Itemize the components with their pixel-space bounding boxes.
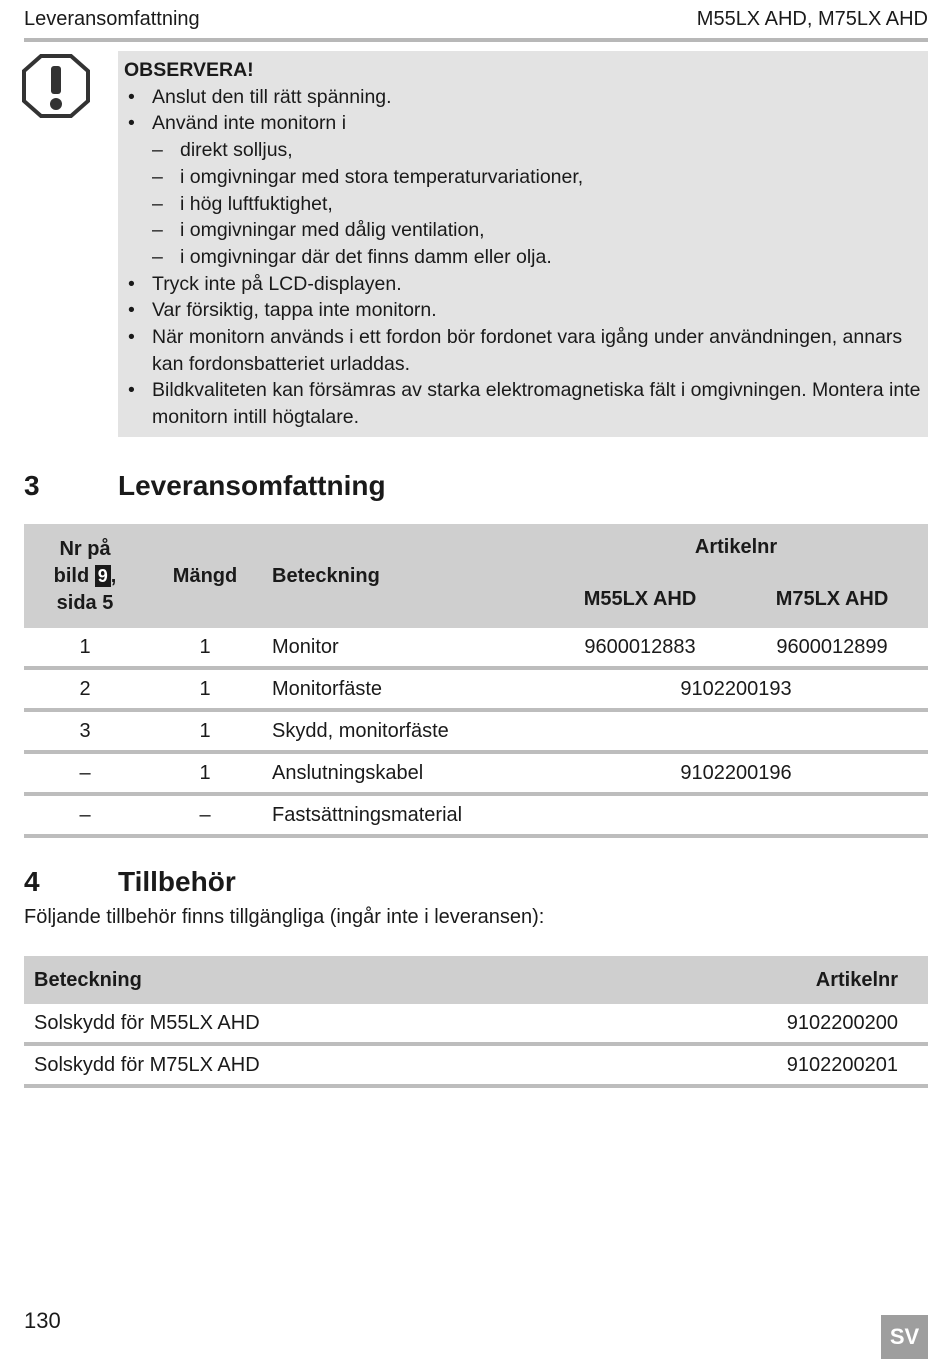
warning-icon xyxy=(22,54,90,118)
cell-article xyxy=(544,794,928,836)
table-row xyxy=(24,752,928,794)
table-row xyxy=(24,1044,928,1086)
section-title: Tillbehör xyxy=(118,866,236,897)
bullet-item: • Bildkvaliteten kan försämras av starka elektromagnetiska fält i omgivningen. Montera inte monitorn intill högtalare. xyxy=(124,377,928,430)
running-header-title: Leveransomfattning xyxy=(24,8,200,30)
col-header-article: Artikelnr xyxy=(544,524,928,570)
col-header-desc: Beteckning xyxy=(24,956,589,1004)
section-number: 3 xyxy=(24,470,40,501)
table-row xyxy=(24,794,928,836)
language-tab: SV xyxy=(881,1315,928,1359)
cell-article xyxy=(544,710,928,752)
cell-article-m75: 9600012899 xyxy=(736,628,928,668)
notice-list xyxy=(124,84,928,431)
table-row xyxy=(24,710,928,752)
cell-qty: 1 xyxy=(146,752,264,794)
cell-desc: Solskydd för M75LX AHD xyxy=(24,1044,589,1086)
cell-nr: 1 xyxy=(24,628,146,668)
section-title: Leveransomfattning xyxy=(118,470,386,501)
cell-article: 9102200193 xyxy=(544,668,928,710)
cell-desc: Skydd, monitorfäste xyxy=(264,710,544,752)
delivery-table xyxy=(24,524,928,838)
cell-nr: 3 xyxy=(24,710,146,752)
col-header-nr-line1: Nr på xyxy=(59,537,111,560)
bullet-item: • När monitorn används i ett fordon bör fordonet vara igång under användningen, annars kan fordonsbatteriet urladdas. xyxy=(124,324,928,377)
cell-desc: Monitorfäste xyxy=(264,668,544,710)
col-header-desc: Beteckning xyxy=(264,524,544,628)
notice-title: OBSERVERA! xyxy=(124,59,254,81)
bullet-item: • Använd inte monitorn i xyxy=(124,110,928,137)
cell-article-m55: 9600012883 xyxy=(544,628,736,668)
sub-item: – i hög luftfuktighet, xyxy=(124,191,928,218)
cell-desc: Monitor xyxy=(264,628,544,668)
cell-qty: – xyxy=(146,794,264,836)
cell-desc: Fastsättningsmaterial xyxy=(264,794,544,836)
cell-qty: 1 xyxy=(146,628,264,668)
running-header-models: M55LX AHD, M75LX AHD xyxy=(696,8,928,30)
bullet-item: • Var försiktig, tappa inte monitorn. xyxy=(124,297,928,324)
col-header-m55: M55LX AHD xyxy=(544,570,736,628)
cell-nr: – xyxy=(24,752,146,794)
col-header-m75: M75LX AHD xyxy=(736,570,928,628)
section-number: 4 xyxy=(24,866,40,897)
accessories-intro: Följande tillbehör finns tillgängliga (ingår inte i leveransen): xyxy=(24,906,545,928)
table-row xyxy=(24,668,928,710)
cell-article: 9102200201 xyxy=(589,1044,928,1086)
header-divider xyxy=(24,38,928,42)
bullet-item: • Tryck inte på LCD-displayen. xyxy=(124,271,928,298)
cell-nr: 2 xyxy=(24,668,146,710)
table-row xyxy=(24,628,928,668)
col-header-nr: Nr på bild 9 , sida 5 xyxy=(24,524,146,628)
sub-item: – i omgivningar med stora temperaturvariationer, xyxy=(124,164,928,191)
sub-item: – i omgivningar med dålig ventilation, xyxy=(124,217,928,244)
cell-qty: 1 xyxy=(146,668,264,710)
page-number: 130 xyxy=(24,1308,61,1333)
col-header-article: Artikelnr xyxy=(589,956,928,1004)
sub-item: – i omgivningar där det finns damm eller olja. xyxy=(124,244,928,271)
figure-number-badge: 9 xyxy=(95,565,111,587)
cell-article: 9102200196 xyxy=(544,752,928,794)
cell-qty: 1 xyxy=(146,710,264,752)
cell-desc: Anslutningskabel xyxy=(264,752,544,794)
col-header-qty: Mängd xyxy=(146,524,264,628)
table-row xyxy=(24,1004,928,1044)
accessories-table xyxy=(24,956,928,1088)
caution-notice xyxy=(118,51,928,437)
bullet-item: • Anslut den till rätt spänning. xyxy=(124,84,928,111)
sub-item: – direkt solljus, xyxy=(124,137,928,164)
cell-desc: Solskydd för M55LX AHD xyxy=(24,1004,589,1044)
cell-nr: – xyxy=(24,794,146,836)
cell-article: 9102200200 xyxy=(589,1004,928,1044)
